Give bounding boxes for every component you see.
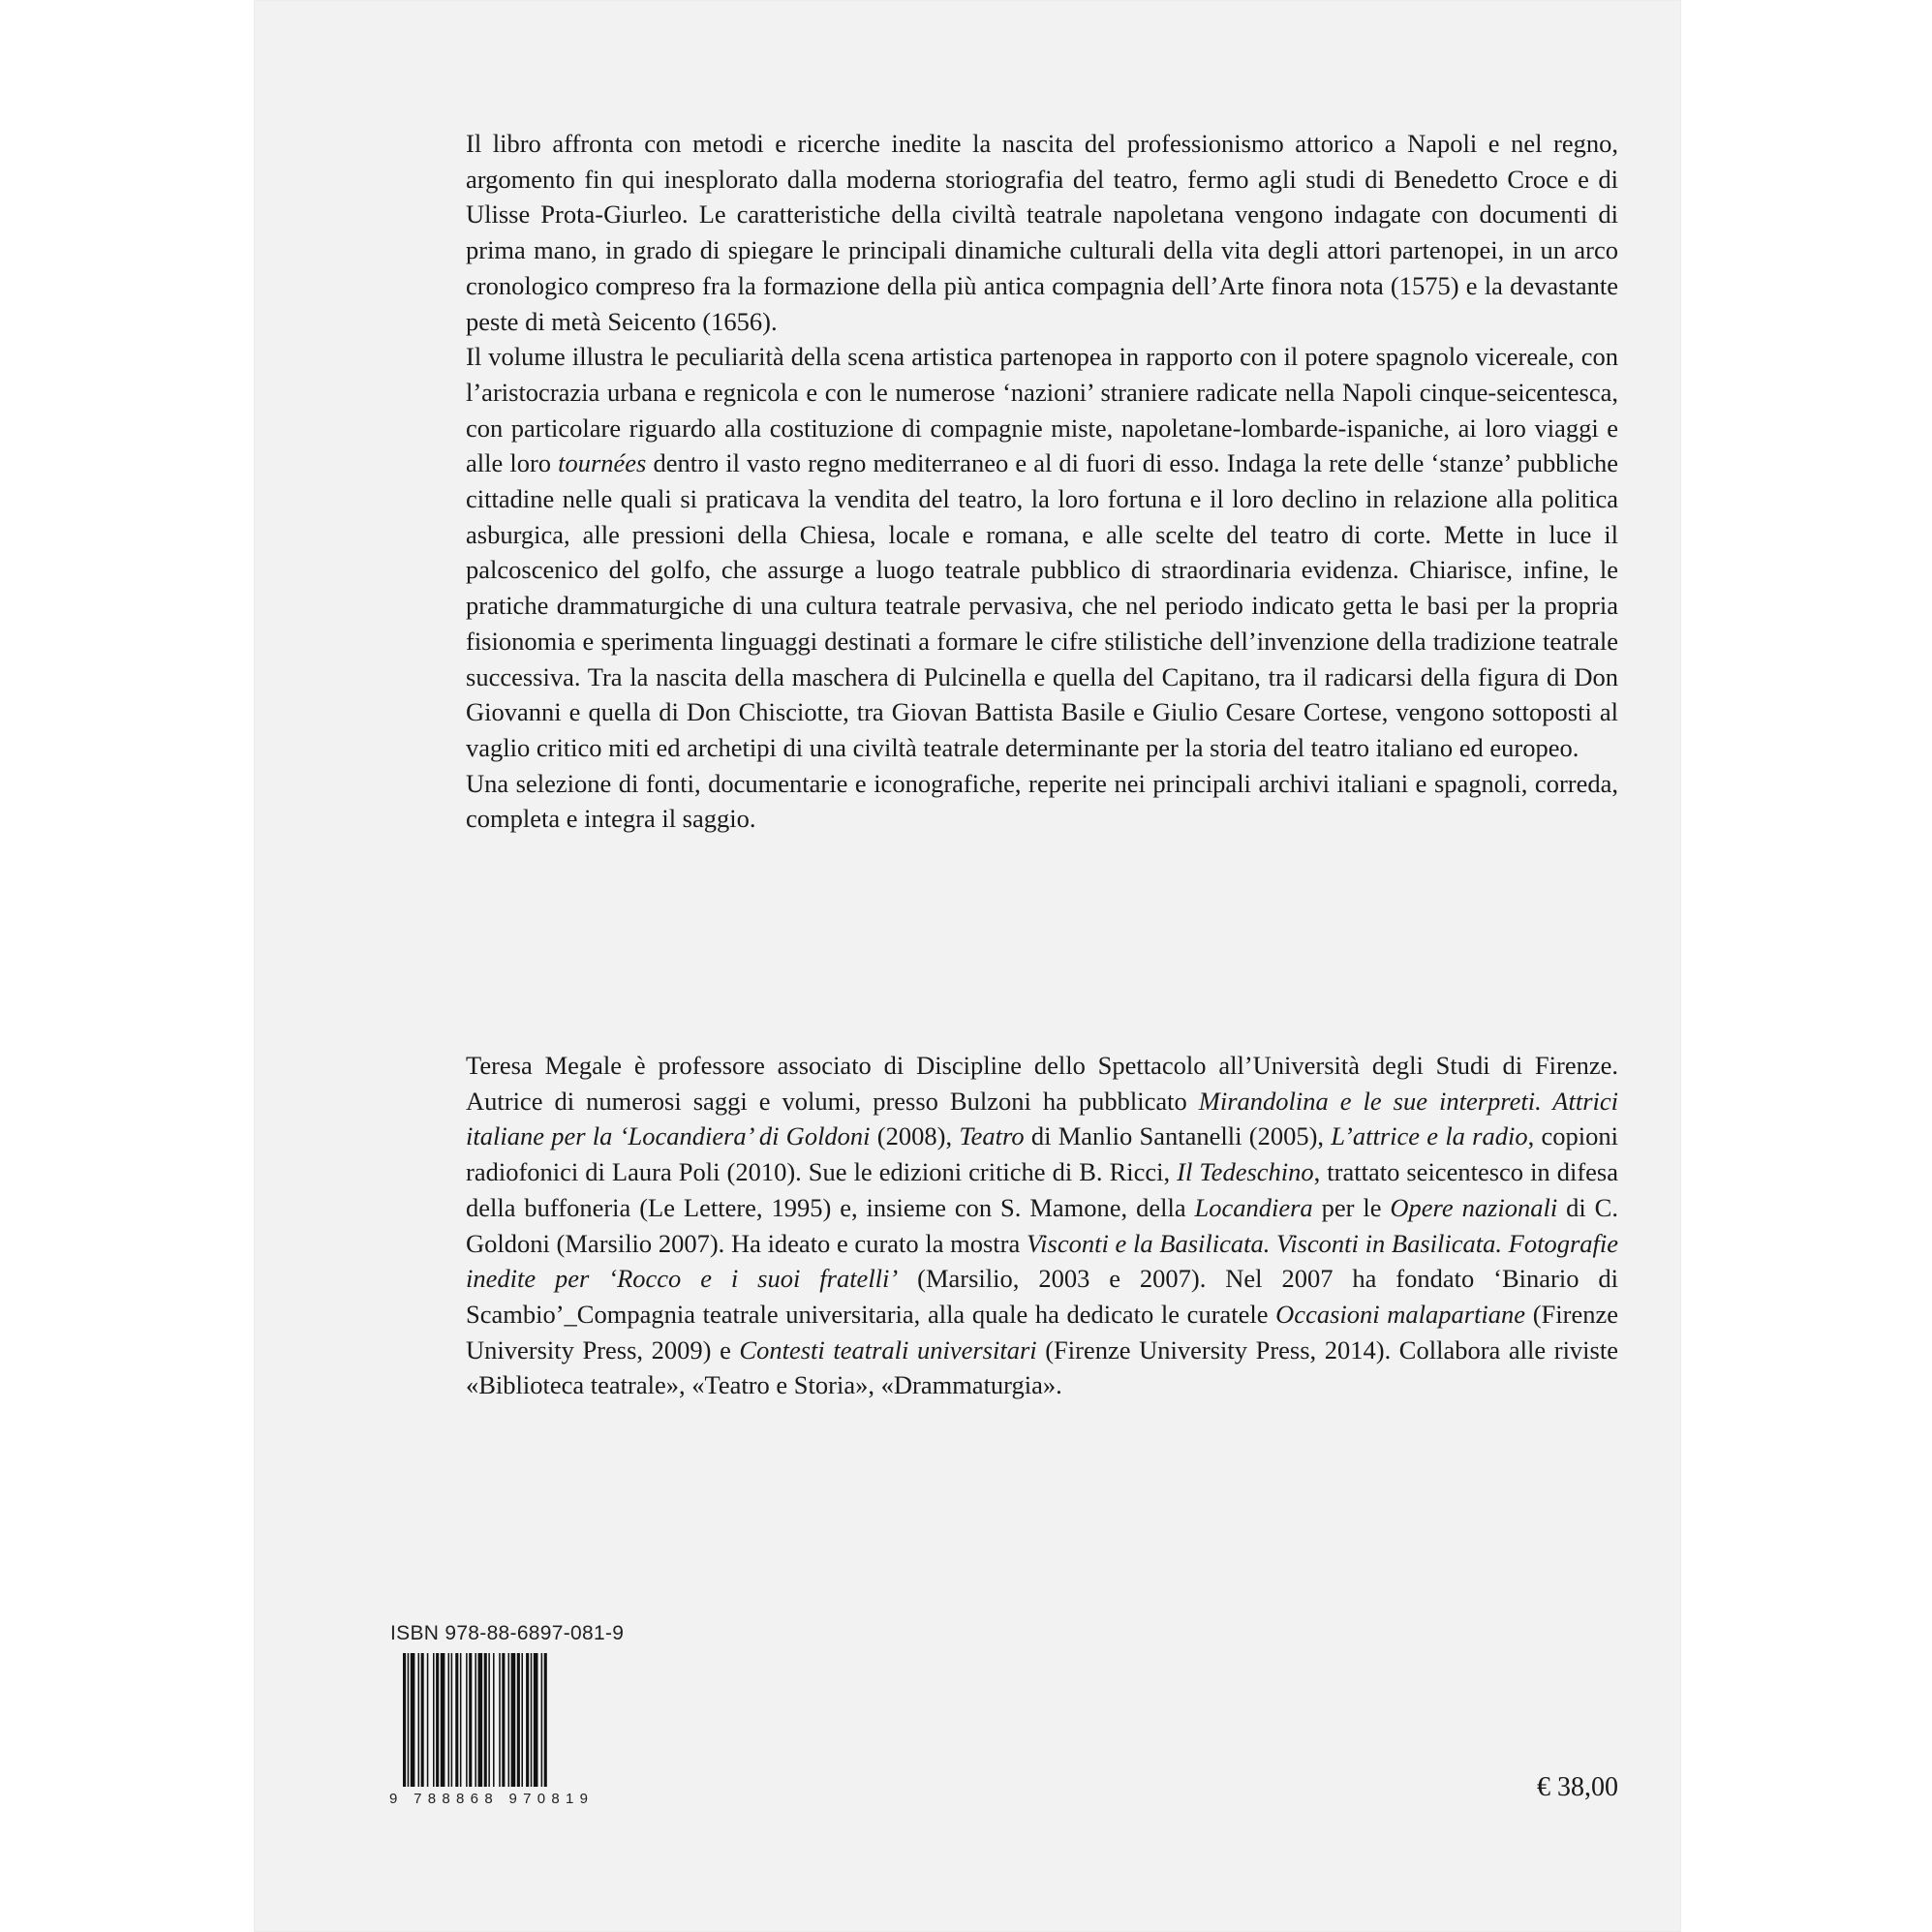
bio-title: Locandiera [1194, 1192, 1313, 1222]
bio-text: (2008), [870, 1121, 960, 1151]
barcode-bar [469, 1653, 472, 1787]
isbn-barcode [389, 1653, 604, 1808]
barcode-bar [488, 1653, 490, 1787]
barcode-bar [436, 1653, 439, 1787]
barcode-bar [433, 1653, 435, 1787]
barcode-bar [455, 1653, 458, 1787]
bio-title: Il Tedeschino [1177, 1157, 1314, 1187]
summary-text: Il volume illustra le peculiarità della scena artistica partenopea in rapporto con il potere spagnolo vicereale, con l’aristocrazia urbana e regnicola e con le numerose ‘nazioni’ straniere radicate nella Napoli cinque-seicentesca, con particolare riguardo alla costituzione di compagnie miste, napoletane-lombarde-ispaniche, ai loro viaggi e alle loro [466, 342, 1618, 478]
bio-text: di Manlio Santanelli (2005), [1024, 1121, 1332, 1151]
barcode-bar [521, 1653, 523, 1787]
bio-title: Mirandolina e le sue interpreti. Attrici italiane per la ‘Locandiera’ di Goldoni [466, 1086, 1618, 1151]
barcode-bar [493, 1653, 495, 1787]
barcode-bar [451, 1653, 453, 1787]
barcode-bar [511, 1653, 516, 1787]
summary-paragraph-1: Il libro affronta con metodi e ricerche inedite la nascita del professionismo attorico a Napoli e nel regno, argomento fin qui inesplorato dalla moderna storiografia del teatro, fermo agli studi di Benedetto Croce e di Ulisse Prota-Giurleo. Le caratteristiche della civiltà teatrale napoletana vengono indagate con documenti di prima mano, in grado di spiegare le principali dinamiche culturali della vita degli attori partenopei, in un arco cronologico compreso fra la formazione della più antica compagnia dell’Arte finora nota (1575) e la devastante peste di metà Seicento (1656). [466, 129, 1618, 336]
summary-text: dentro il vasto regno mediterraneo e al di fuori di esso. Indaga la rete delle ‘stanze’ pubbliche cittadine nelle quali si praticava la vendita del teatro, la loro fortuna e il loro declino in relazione alla politica asburgica, alle pressioni della Chiesa, locale e romana, e alle scelte del teatro di corte. Mette in luce il palcoscenico del golfo, che assurge a luogo teatrale pubblico di straordinaria evidenza. Chiarisce, infine, le pratiche drammaturgiche di una cultura teatrale pervasiva, che nel periodo indicato getta le basi per la propria fisionomia e sperimenta linguaggi destinati a formare le cifre stilistiche dell’invenzione della tradizione teatrale successiva. Tra la nascita della maschera di Pulcinella e quella del Capitano, tra il radicarsi della figura di Don Giovanni e quella di Don Chisciotte, tra Giovan Battista Basile e Giulio Cesare Cortese, vengono sottoposti al vaglio critico miti ed archetipi di una civiltà teatrale determinante per la storia del teatro italiano ed europeo. [466, 448, 1618, 762]
bio-text: (Firenze University Press, 2009) e [466, 1299, 1618, 1365]
barcode-bar [544, 1653, 547, 1787]
author-bio-paragraph [466, 1048, 1618, 1403]
barcode-digits: 9 788868 970819 [389, 1791, 588, 1807]
barcode-bar [499, 1653, 501, 1787]
bio-title: Contesti teatrali universitari [739, 1334, 1037, 1365]
bio-text: per le [1312, 1192, 1391, 1222]
bio-text: , trattato seicentesco in difesa della buffoneria (Le Lettere, 1995) e, insieme con S. Mamone, della [466, 1157, 1618, 1222]
summary-paragraph-2 [466, 339, 1618, 765]
barcode-bar [411, 1653, 415, 1787]
barcode-bar [466, 1653, 468, 1787]
barcode-bar [502, 1653, 505, 1787]
barcode-bar [421, 1653, 424, 1787]
bio-title: L’attrice e la radio [1331, 1121, 1528, 1151]
summary-italic: tournées [558, 448, 647, 478]
isbn-label: ISBN 978-88-6897-081-9 [390, 1622, 625, 1644]
price-label: € 38,00 [1537, 1772, 1618, 1802]
bio-text: , copioni radiofonici di Laura Poli (2010). Sue le edizioni critiche di B. Ricci, [466, 1121, 1618, 1187]
barcode-bar [526, 1653, 529, 1787]
barcode-bar [517, 1653, 520, 1787]
barcode-bar [427, 1653, 429, 1787]
barcode-bar [531, 1653, 533, 1787]
barcode-bar [460, 1653, 462, 1787]
bio-title: Teatro [959, 1121, 1025, 1151]
bio-text: (Firenze University Press, 2014). Collabora alle riviste «Biblioteca teatrale», «Teatro e Storia», «Drammaturgia». [466, 1334, 1618, 1400]
bio-text: di C. Goldoni (Marsilio 2007). Ha ideato e curato la mostra [466, 1192, 1618, 1258]
barcode-bar [448, 1653, 450, 1787]
barcode-bar [418, 1653, 420, 1787]
barcode-bar [441, 1653, 445, 1787]
barcode-bar [541, 1653, 543, 1787]
summary-paragraph-3: Una selezione di fonti, documentarie e iconografiche, reperite nei principali archivi italiani e spagnoli, correda, completa e integra il saggio. [466, 768, 1618, 834]
bio-title: Occasioni malapartiane [1275, 1299, 1526, 1329]
author-bio [466, 1048, 1618, 1403]
book-summary [466, 126, 1618, 837]
barcode-bar [478, 1653, 483, 1787]
bio-title: Visconti e la Basilicata. Visconti in Basilicata. Fotografie inedite per ‘Rocco e i suoi fratelli’ [466, 1228, 1619, 1294]
barcode-bar [403, 1653, 406, 1787]
barcode-bar [408, 1653, 410, 1787]
bio-text: Teresa Megale è professore associato di Discipline dello Spettacolo all’Università degli Studi di Firenze. Autrice di numerosi saggi e volumi, presso Bulzoni ha pubblicato [466, 1051, 1618, 1116]
barcode-bar [475, 1653, 476, 1787]
barcode-bar [484, 1653, 487, 1787]
barcode-bar [534, 1653, 538, 1787]
bio-title: Opere nazionali [1390, 1192, 1558, 1222]
barcode-bar [508, 1653, 510, 1787]
bio-text: (Marsilio, 2003 e 2007). Nel 2007 ha fondato ‘Binario di Scambio’_Compagnia teatrale universitaria, alla quale ha dedicato le curatele [466, 1264, 1619, 1329]
